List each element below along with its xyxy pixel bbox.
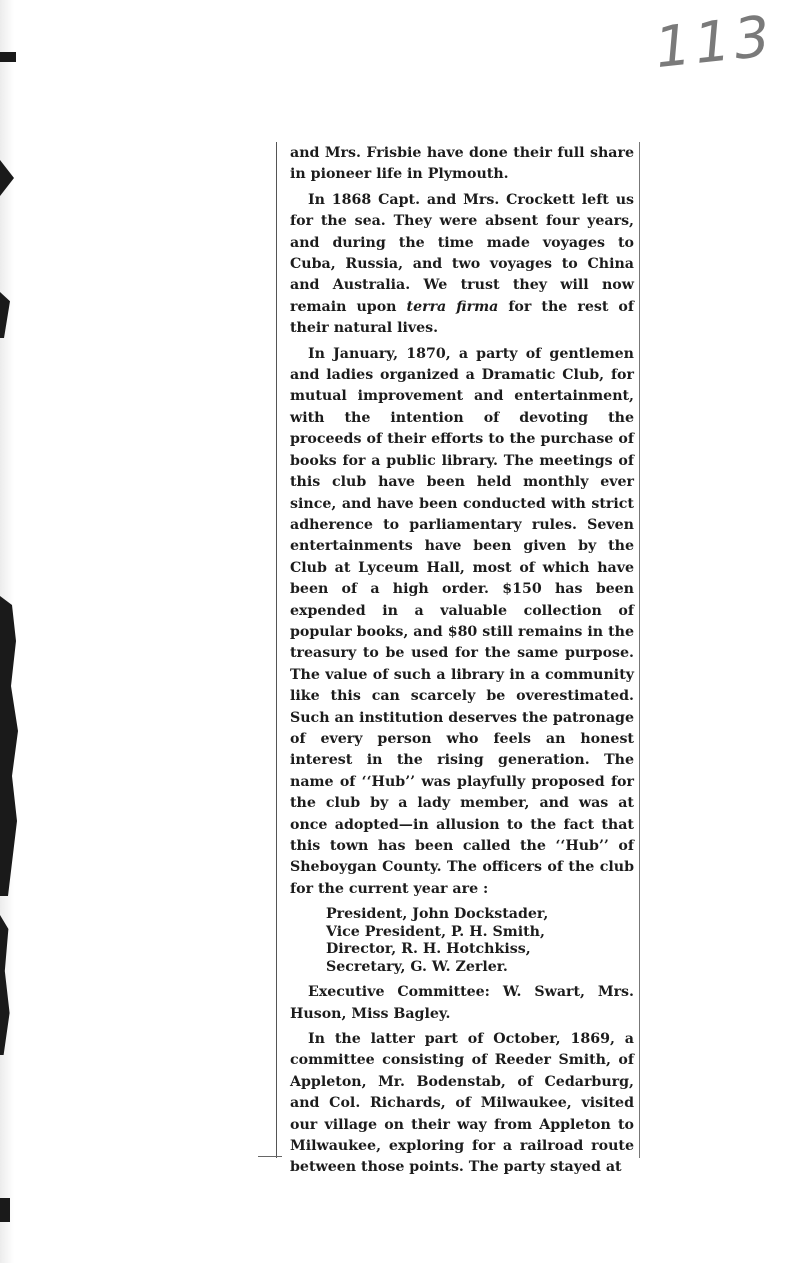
binding-mark [0, 1198, 10, 1222]
officer-director: Director, R. H. Hotchkiss, [326, 941, 531, 958]
binding-mark [0, 596, 20, 896]
paragraph-crockett-text: In 1868 Capt. and Mrs. Crockett left us for the sea. They were absent four years, and during the time made voyages to Cuba, Russia, and two voyages to China and Australia. We trust they will now remain upon terra firma for the rest of their natural lives. [290, 191, 634, 337]
officer-vice-president: Vice President, P. H. Smith, [326, 923, 545, 940]
page-number: 113 [651, 3, 777, 82]
binding-mark [0, 52, 16, 62]
article-column [290, 143, 634, 1183]
italic-phrase: terra firma [406, 298, 499, 315]
clipping-bottom-rule [258, 1156, 282, 1157]
officers-list [326, 906, 634, 976]
officer-secretary: Secretary, G. W. Zerler. [326, 958, 508, 975]
paragraph-frisbie: and Mrs. Frisbie have done their full share in pioneer life in Plymouth. [290, 145, 634, 183]
paragraph-railroad: In the latter part of October, 1869, a committee consisting of Reeder Smith, of Appleton, Mr. Bodenstab, of Cedarburg, and Col. Richards, of Milwaukee, visited our village on their way from Appleton to Milwaukee, exploring for a railroad route between those points. The party stayed at [290, 1031, 634, 1176]
officer-president: President, John Dockstader, [326, 906, 549, 923]
paragraph-executive-committee: Executive Committee: W. Swart, Mrs. Huson, Miss Bagley. [290, 984, 634, 1022]
paragraph-crockett [290, 190, 634, 340]
paragraph-dramatic-club: In January, 1870, a party of gentlemen and ladies organized a Dramatic Club, for mutual improvement and entertainment, with the intention of devoting the proceeds of their efforts to the purchase of books for a public library. The meetings of this club have been held monthly ever since, and have been conducted with strict adherence to parliamentary rules. Seven entertainments have been given by the Club at Lyceum Hall, most of which have been of a high order. $150 has been expended in a valuable collection of popular books, and $80 still remains in the treasury to be used for the same purpose. The value of such a library in a community like this can scarcely be overestimated. Such an institution deserves the patronage of every person who feels an honest interest in the rising generation. The name of ‘‘Hub’’ was playfully proposed for the club by a lady member, and was at once adopted—in allusion to the fact that this town has been called the ‘‘Hub’’ of Sheboygan County. The officers of the club for the current year are : [290, 345, 634, 897]
